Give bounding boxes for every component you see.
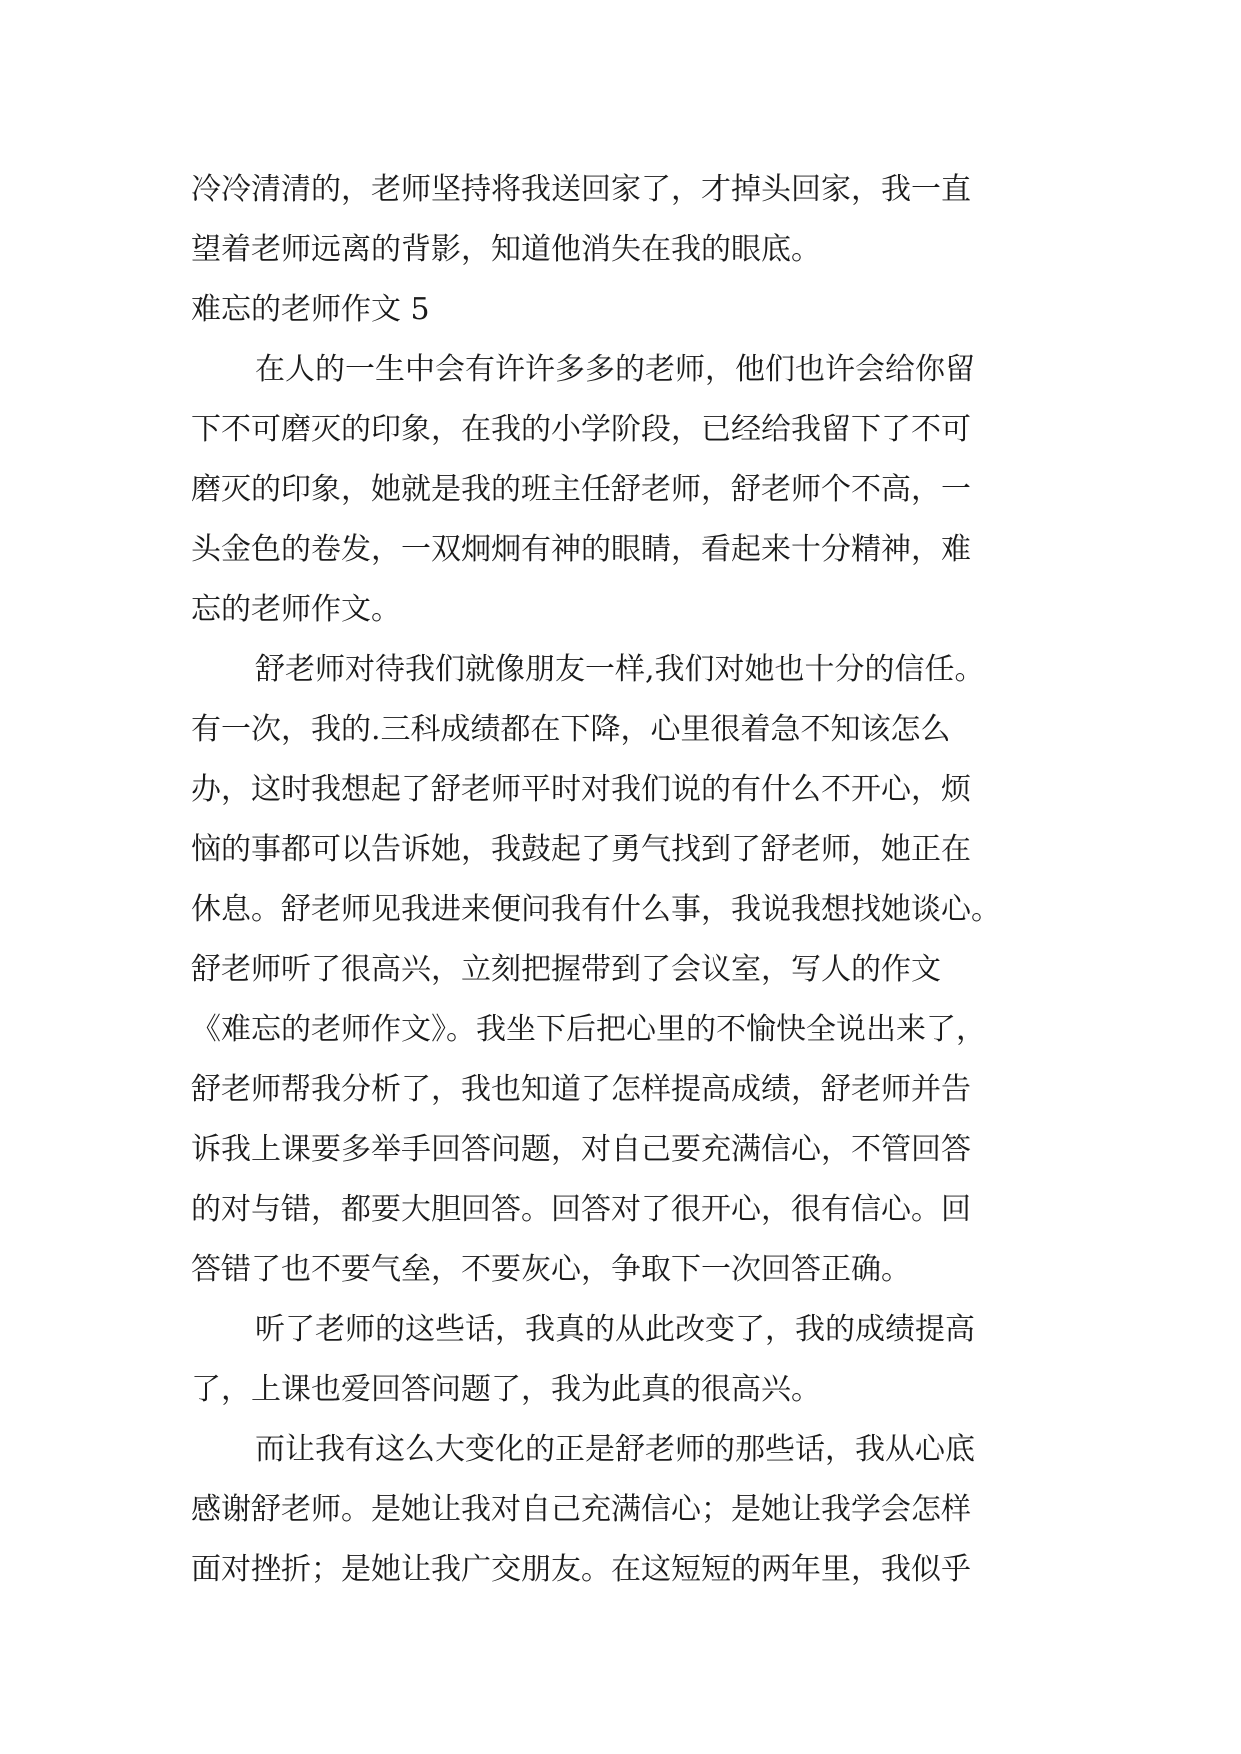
paragraph-first-line: 而让我有这么大变化的正是舒老师的那些话，我从心底 <box>255 1432 975 1467</box>
text-line: 休息。舒老师见我进来便问我有什么事，我说我想找她谈心。 <box>191 892 1001 927</box>
paragraph-first-line: 听了老师的这些话，我真的从此改变了，我的成绩提高 <box>255 1312 975 1347</box>
paragraph-first-line: 在人的一生中会有许许多多的老师，他们也许会给你留 <box>255 352 975 387</box>
text-line: 忘的老师作文。 <box>191 592 401 627</box>
text-line: 感谢舒老师。是她让我对自己充满信心；是她让我学会怎样 <box>191 1492 971 1527</box>
text-line: 下不可磨灭的印象，在我的小学阶段，已经给我留下了不可 <box>191 412 971 447</box>
document-body <box>191 160 1061 1600</box>
text-line: 舒老师听了很高兴，立刻把握带到了会议室，写人的作文 <box>191 952 941 987</box>
text-line: 头金色的卷发，一双炯炯有神的眼睛，看起来十分精神，难 <box>191 532 971 567</box>
text-line: 面对挫折；是她让我广交朋友。在这短短的两年里，我似乎 <box>191 1552 971 1587</box>
paragraph-first-line: 舒老师对待我们就像朋友一样,我们对她也十分的信任。 <box>255 652 985 687</box>
text-line: 冷冷清清的，老师坚持将我送回家了，才掉头回家，我一直 <box>191 172 971 207</box>
text-line: 磨灭的印象，她就是我的班主任舒老师，舒老师个不高，一 <box>191 472 971 507</box>
text-line: 答错了也不要气垒，不要灰心，争取下一次回答正确。 <box>191 1252 911 1287</box>
text-line: 《难忘的老师作文》。我坐下后把心里的不愉快全说出来了， <box>191 1012 986 1047</box>
text-line: 有一次，我的.三科成绩都在下降，心里很着急不知该怎么 <box>191 712 951 747</box>
text-line: 望着老师远离的背影，知道他消失在我的眼底。 <box>191 232 821 267</box>
text-line: 的对与错，都要大胆回答。回答对了很开心，很有信心。回 <box>191 1192 971 1227</box>
text-line: 办，这时我想起了舒老师平时对我们说的有什么不开心，烦 <box>191 772 971 807</box>
text-line: 了，上课也爱回答问题了，我为此真的很高兴。 <box>191 1372 821 1407</box>
text-line: 诉我上课要多举手回答问题，对自己要充满信心，不管回答 <box>191 1132 971 1167</box>
text-line: 恼的事都可以告诉她，我鼓起了勇气找到了舒老师，她正在 <box>191 832 971 867</box>
text-line: 舒老师帮我分析了，我也知道了怎样提高成绩，舒老师并告 <box>191 1072 971 1107</box>
section-heading: 难忘的老师作文 5 <box>191 292 430 327</box>
